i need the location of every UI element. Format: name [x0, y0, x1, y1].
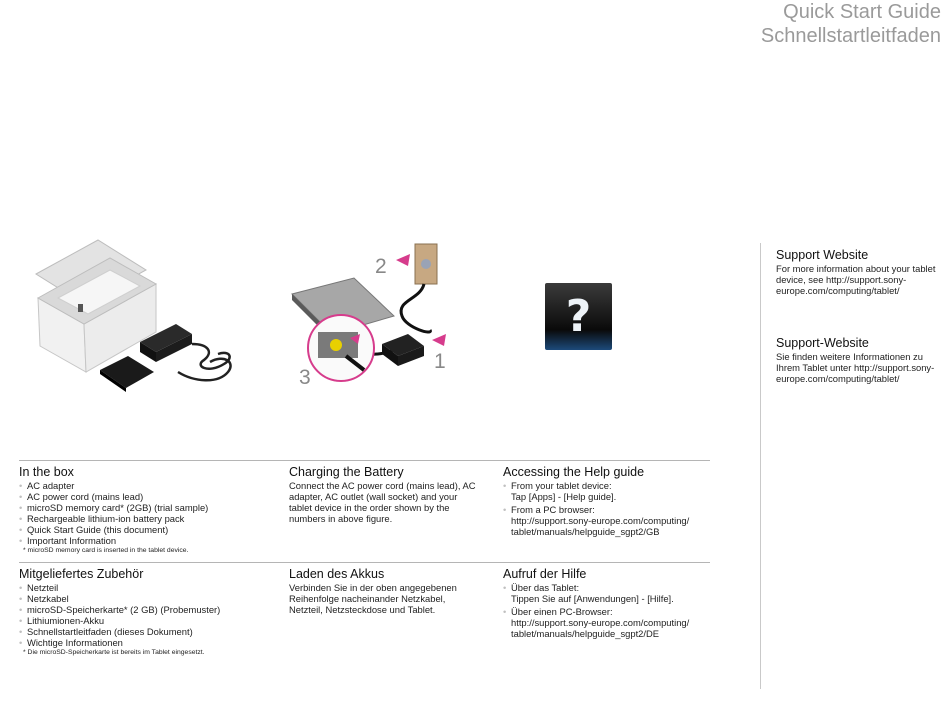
list-item: • microSD-Speicherkarte* (2 GB) (Probemuster): [19, 604, 279, 615]
support-website-en: [776, 248, 941, 296]
help-url: http://support.sony-europe.com/computing/: [511, 617, 690, 628]
help-value: Tap [Apps] - [Help guide].: [511, 491, 617, 502]
help-bullet-pc-en: • From a PC browser: http://support.sony-europe.com/computing/ tablet/manuals/helpguide_sgpt2/GB: [503, 504, 708, 537]
help-de: [503, 567, 708, 641]
charging-heading-de: Laden des Akkus: [289, 567, 385, 581]
help-en: [503, 465, 708, 539]
list-item: • Wichtige Informationen: [19, 637, 279, 648]
in-box-heading-en: In the box: [19, 465, 74, 479]
charging-text-en: Connect the AC power cord (mains lead), AC adapter, AC outlet (wall socket) and your tablet device in the order shown by the numbers in above figure.: [289, 480, 476, 524]
step-number-2: 2: [375, 255, 387, 278]
in-box-list-de: [19, 582, 279, 648]
question-mark-icon: ?: [565, 290, 592, 342]
title-english: Quick Start Guide: [783, 1, 941, 23]
list-item: • AC power cord (mains lead): [19, 491, 279, 502]
support-heading-en: Support Website: [776, 248, 869, 262]
support-text-en: For more information about your tablet device, see http://support.sony-europe.com/computing/tablet/: [776, 263, 936, 296]
help-url: tablet/manuals/helpguide_sgpt2/GB: [511, 526, 660, 537]
in-box-list-en: [19, 480, 279, 546]
help-label: Über einen PC-Browser:: [511, 606, 613, 617]
vertical-divider: [760, 243, 761, 689]
help-label: From your tablet device:: [511, 480, 612, 491]
help-url: tablet/manuals/helpguide_sgpt2/DE: [511, 628, 660, 639]
charging-de: [289, 567, 479, 615]
divider-top: [19, 460, 710, 461]
list-item: • Important Information: [19, 535, 279, 546]
help-heading-de: Aufruf der Hilfe: [503, 567, 587, 581]
in-box-heading-de: Mitgeliefertes Zubehör: [19, 567, 144, 581]
list-item: • Lithiumionen-Akku: [19, 615, 279, 626]
in-the-box-de: [19, 567, 279, 657]
help-label: From a PC browser:: [511, 504, 595, 515]
title-german: Schnellstartleitfaden: [760, 25, 941, 47]
list-item: • Quick Start Guide (this document): [19, 524, 279, 535]
support-text-de: Sie finden weitere Informationen zu Ihrem Tablet unter http://support.sony-europe.com/computing/tablet/: [776, 351, 935, 384]
in-the-box-en: [19, 465, 279, 555]
charging-text-de: Verbinden Sie in der oben angegebenen Reihenfolge nacheinander Netzkabel, Netzteil, Netzsteckdose und Tablet.: [289, 582, 457, 615]
support-website-de: [776, 336, 941, 384]
list-item: • Netzkabel: [19, 593, 279, 604]
charging-heading-en: Charging the Battery: [289, 465, 404, 479]
list-item: • Schnellstartleitfaden (dieses Dokument): [19, 626, 279, 637]
help-guide-icon: [545, 283, 612, 350]
in-box-footnote-de: * Die microSD-Speicherkarte ist bereits im Tablet eingesetzt.: [23, 649, 205, 656]
in-box-footnote-en: * microSD memory card is inserted in the tablet device.: [23, 547, 189, 554]
charging-en: [289, 465, 479, 524]
list-item: • microSD memory card* (2GB) (trial sample): [19, 502, 279, 513]
step-number-3: 3: [299, 366, 311, 389]
box-contents-illustration: [28, 232, 243, 397]
divider-middle: [19, 562, 710, 563]
list-item: • Netzteil: [19, 582, 279, 593]
help-bullet-tablet-de: • Über das Tablet: Tippen Sie auf [Anwendungen] - [Hilfe].: [503, 582, 708, 604]
charging-illustration: [284, 236, 464, 391]
help-bullet-tablet-en: • From your tablet device: Tap [Apps] - [Help guide].: [503, 480, 708, 502]
support-heading-de: Support-Website: [776, 336, 869, 350]
help-label: Über das Tablet:: [511, 582, 580, 593]
help-value: Tippen Sie auf [Anwendungen] - [Hilfe].: [511, 593, 674, 604]
help-url: http://support.sony-europe.com/computing/: [511, 515, 690, 526]
help-heading-en: Accessing the Help guide: [503, 465, 645, 479]
list-item: • Rechargeable lithium-ion battery pack: [19, 513, 279, 524]
list-item: • AC adapter: [19, 480, 279, 491]
step-number-1: 1: [434, 350, 446, 373]
help-bullet-pc-de: • Über einen PC-Browser: http://support.sony-europe.com/computing/ tablet/manuals/helpguide_sgpt2/DE: [503, 606, 708, 639]
